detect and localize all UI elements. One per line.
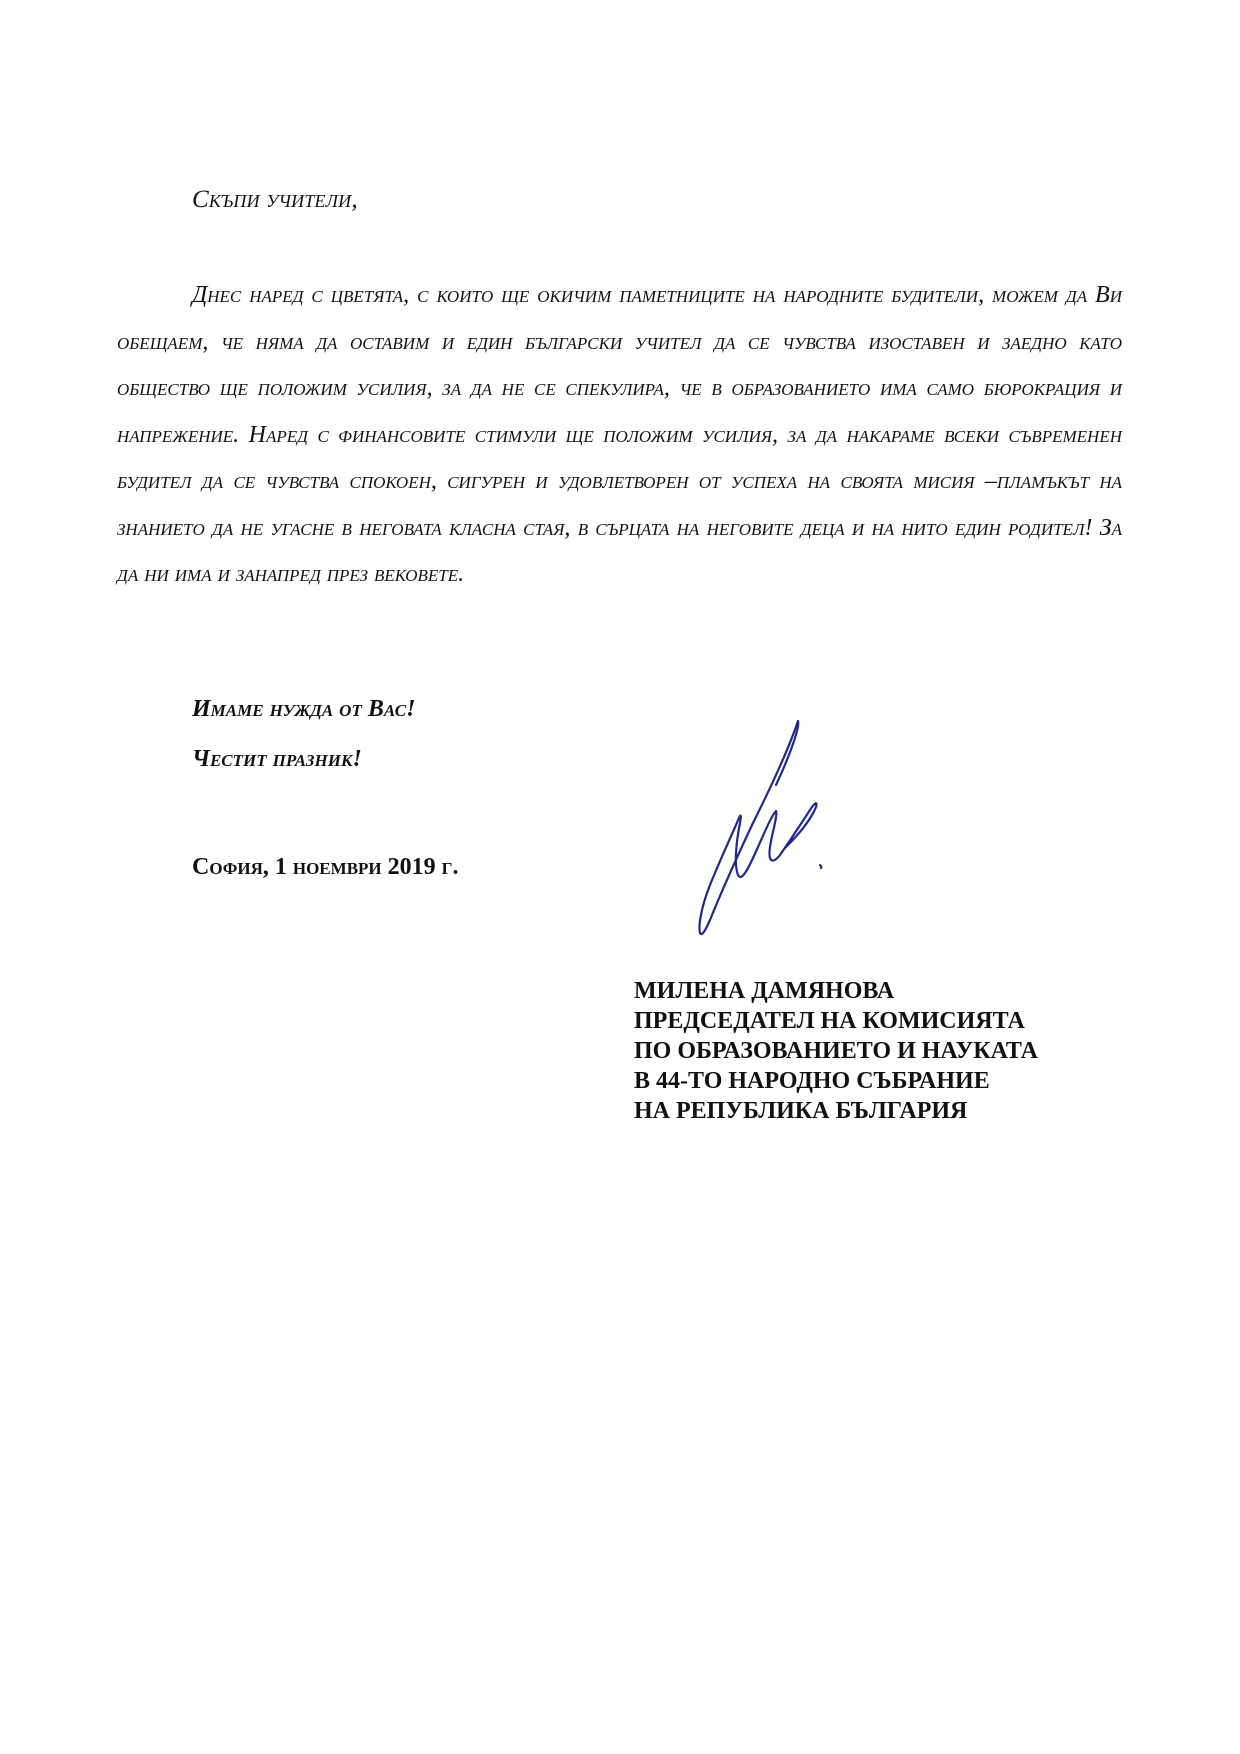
signatory-block bbox=[634, 976, 1038, 1126]
signatory-title-line-3: В 44-ТО НАРОДНО СЪБРАНИЕ bbox=[634, 1068, 990, 1094]
closing-line-2: Честит празник! bbox=[192, 746, 362, 772]
signatory-name: МИЛЕНА ДАМЯНОВА bbox=[634, 978, 895, 1004]
place-and-date: София, 1 ноември 2019 г. bbox=[192, 854, 459, 880]
signatory-title-line-4: НА РЕПУБЛИКА БЪЛГАРИЯ bbox=[634, 1098, 968, 1124]
handwritten-signature bbox=[680, 715, 880, 945]
letter-body: Днес наред с цветята, с които ще окичим паметниците на народните будители, можем да Ви обещаем, че няма да оставим и един български учител да се чувства изоставен и заедно като общество ще положим усилия, за да не се спекулира, че в образованието има само бюрокрация и напрежение. Наред с финансовите стимули ще положим усилия, за да накараме всеки съвременен будител да се чувства спокоен, сигурен и удовлетворен от успеха на своята мисия –пламъкът на знанието да не угасне в неговата класна стая, в сърцата на неговите деца и на нито един родител! За да ни има и занапред през вековете. bbox=[117, 282, 1123, 587]
signatory-title-line-1: ПРЕДСЕДАТЕЛ НА КОМИСИЯТА bbox=[634, 1008, 1025, 1034]
salutation: Скъпи учители, bbox=[192, 186, 358, 213]
signatory-title-line-2: ПО ОБРАЗОВАНИЕТО И НАУКАТА bbox=[634, 1038, 1039, 1064]
closing-line-1: Имаме нужда от Вас! bbox=[192, 696, 416, 722]
